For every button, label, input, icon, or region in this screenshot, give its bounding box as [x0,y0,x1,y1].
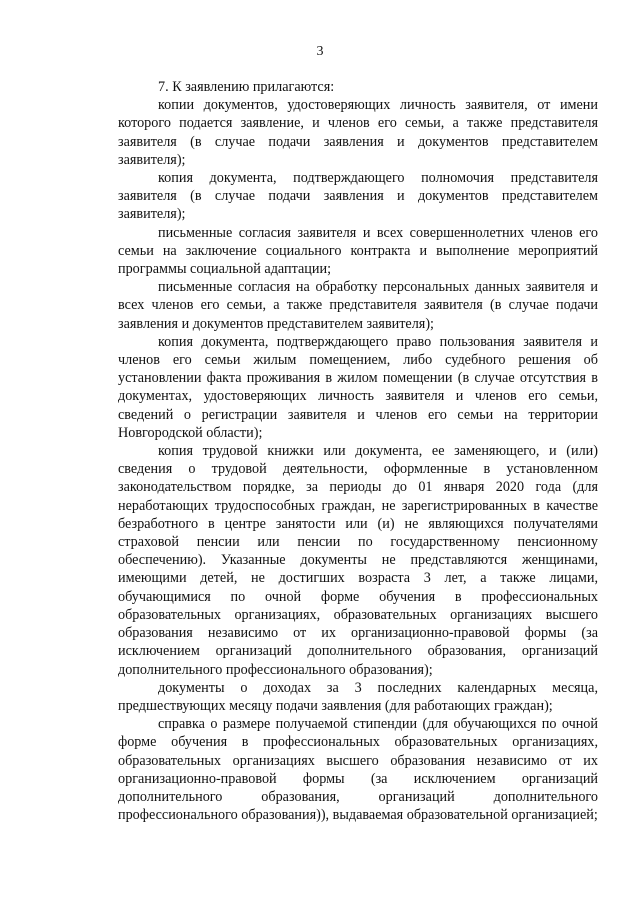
paragraph: справка о размере получаемой стипендии (для обучающихся по очной форме обучения в профессиональных образовательных организациях, образовательных организациях высшего образования независимо от их организационно-правовой формы (за исключением организаций дополнительного образования, организаций дополнительного профессионального образования)), выдаваемая образовательной организацией; [118,716,598,824]
paragraph: письменные согласия заявителя и всех совершеннолетних членов его семьи на заключение социального контракта и выполнение мероприятий программы социальной адаптации; [118,224,598,278]
paragraph: письменные согласия на обработку персональных данных заявителя и всех членов его семьи, а также представителя заявителя (в случае подачи заявления и документов представителем заявителя); [118,279,598,332]
section-heading: 7. К заявлению прилагаются: [158,79,335,95]
page-number: 3 [316,44,324,59]
paragraph: копия документа, подтверждающего полномочия представителя заявителя (в случае подачи заявления и документов представителем заявителя); [118,170,598,223]
paragraph: документы о доходах за 3 последних календарных месяца, предшествующих месяцу подачи заявления (для работающих граждан); [118,679,598,714]
paragraph: копия документа, подтверждающего право пользования заявителя и членов его семьи жилым помещением, либо судебного решения об установлении факта проживания в жилом помещении (в случае отсутствия в документах, удостоверяющих личность заявителя и членов его семьи, сведений о регистрации заявителя и членов его семьи на территории Новгородской области); [118,333,598,441]
paragraph: копия трудовой книжки или документа, ее заменяющего, и (или) сведения о трудовой деятельности, оформленные в установленном законодательством порядке, за периоды до 01 января 2020 года (для неработающих трудоспособных граждан, не зарегистрированных в качестве безработного в центре занятости или (и) не являющихся получателями страховой пенсии или пенсии по государственному пенсионному обеспечению). Указанные документы не представляются женщинами, имеющими детей, не достигших возраста 3 лет, а также лицами, обучающимися по очной форме обучения в профессиональных образовательных организациях, образовательных организациях высшего образования независимо от их организационно-правовой формы (за исключением организаций дополнительного образования, организаций дополнительного профессионального образования); [118,443,598,678]
paragraph: копии документов, удостоверяющих личность заявителя, от имени которого подается заявление, и членов его семьи, а также представителя заявителя (в случае подачи заявления и документов представителем заявителя); [118,97,598,168]
document-body [118,78,598,824]
